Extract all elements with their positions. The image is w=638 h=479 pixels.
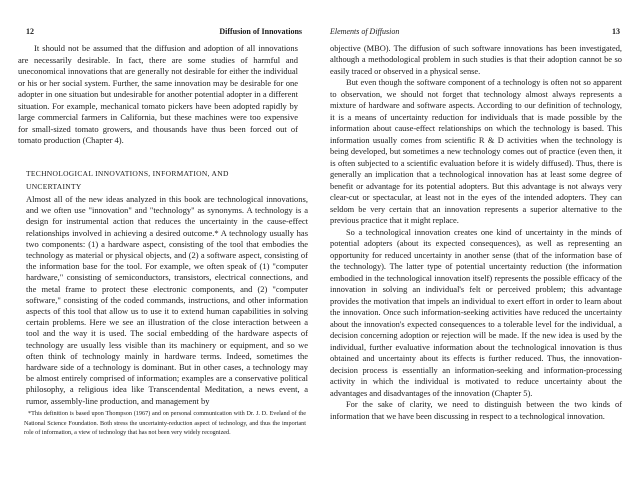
left-intro-column bbox=[18, 43, 298, 147]
footnote bbox=[24, 409, 306, 438]
section-heading: TECHNOLOGICAL INNOVATIONS, INFORMATION, AND UNCERTAINTY bbox=[26, 169, 229, 191]
footnote-text: *This definition is based upon Thompson (1967) and on personal communication with Dr. J. D. Eveland of the National Science Foundation. Both stress the uncertainty-reduction aspect of technology, and thus the important role of information, a view of technology that has not been very widely recognized. bbox=[24, 410, 306, 437]
paragraph-continuation: objective (MBO). The diffusion of such software innovations has been investigated, although a methodological problem in such studies is that their adoption cannot be so easily traced or observed in a physical sense. bbox=[330, 44, 622, 76]
intro-paragraph: It should not be assumed that the diffusion and adoption of all innovations are necessarily desirable. In fact, there are some studies of harmful and uneconomical innovations that are generally not desirable for either the individual or his or her social system. Further, the same innovation may be desirable for one adopter in one situation but undesirable for another potential adopter in a different situation. For example, mechanical tomato pickers have been adopted rapidly by large commercial farmers in California, but these machines were too expensive for small-sized tomato growers, and thousands have thus been forced out of tomato production (Chapter 4). bbox=[18, 43, 298, 146]
right-page bbox=[319, 0, 638, 479]
body-paragraph: Almost all of the new ideas analyzed in this book are technological innovations, and we often use "innovation" and "technology" as synonyms. A technology is a design for instrumental action that reduces the uncertainty in the cause-effect relationships involved in achieving a desired outcome.* A technology usually has two components: (1) a hardware aspect, consisting of the tool that embodies the technology as material or physical objects, and (2) a software aspect, consisting of the information base for the tool. For example, we often speak of (1) "computer hardware," consisting of semiconductors, transistors, electrical connections, and the metal frame to protect these electronic components, and (2) "computer software," consisting of the coded commands, instructions, and other information aspects of this tool that allow us to use it to extend human capabilities in solving certain problems. Here we see an illustration of the close interaction between a tool and the way it is used. The social embedding of the hardware aspects of technology are usually less visible than its machinery or equipment, and so we often think of technology mainly in hardware terms. Indeed, sometimes the hardware side of a technology is dominant. But in other cases, a technology may be almost entirely comprised of information; examples are a conservative political philosophy, a religious idea like Transcendental Meditation, a news event, a rumor, assembly-line production, and management by bbox=[26, 194, 308, 406]
right-body-column bbox=[330, 43, 622, 422]
left-body-column bbox=[26, 194, 308, 407]
left-page-number: 12 bbox=[26, 27, 34, 36]
paragraph-clarity: For the sake of clarity, we need to distinguish between the two kinds of information that we have been discussing in respect to a technological innovation. bbox=[330, 400, 622, 421]
right-page-number: 13 bbox=[612, 27, 620, 36]
left-running-title: Diffusion of Innovations bbox=[219, 27, 302, 36]
paragraph-software-hardware: But even though the software component of a technology is often not so apparent to observation, we should not forget that technology almost always represents a mixture of hardware and software aspects. According to our definition of technology, it is a means of uncertainty reduction for individuals that is made possible by the information about cause-effect relationships on which the technology is based. This information usually comes from scientific R & D activities when the technology is being developed, but sometimes a new technology comes out of practice (even then, it is often subjected to a scientific evaluation before it is widely diffused). Thus, there is generally an implication that a technological innovation has at least some degree of benefit or advantage for its potential adopters. But this advantage is not always very clear-cut or spectacular, at least not in the eyes of the intended adopters. They can seldom be very certain that an innovation represents a superior alternative to the previous practice that it might replace. bbox=[330, 78, 622, 226]
right-running-title: Elements of Diffusion bbox=[330, 27, 400, 36]
paragraph-uncertainty: So a technological innovation creates one kind of uncertainty in the minds of potential adopters (about its expected consequences), as well as representing an opportunity for reduced uncertainty in another sense (that of the information base of the technology). The latter type of potential uncertainty reduction (the information embodied in the technological innovation itself) represents the possible efficacy of the innovation in solving an individual's felt or perceived problem; this advantage provides the motivation that impels an individual to exert effort in order to learn about the innovation. Once such information-seeking activities have reduced the uncertainty about the innovation's expected consequences to a tolerable level for the individual, a decision concerning adoption or rejection will be made. If the new idea is used by the individual, further evaluative information about the technological innovation is thus obtained and uncertainty about its effects is further reduced. Thus, the innovation-decision process is essentially an information-seeking and information-processing activity in which the individual is motivated to reduce uncertainty about the advantages and disadvantages of the innovation (Chapter 5). bbox=[330, 227, 622, 398]
